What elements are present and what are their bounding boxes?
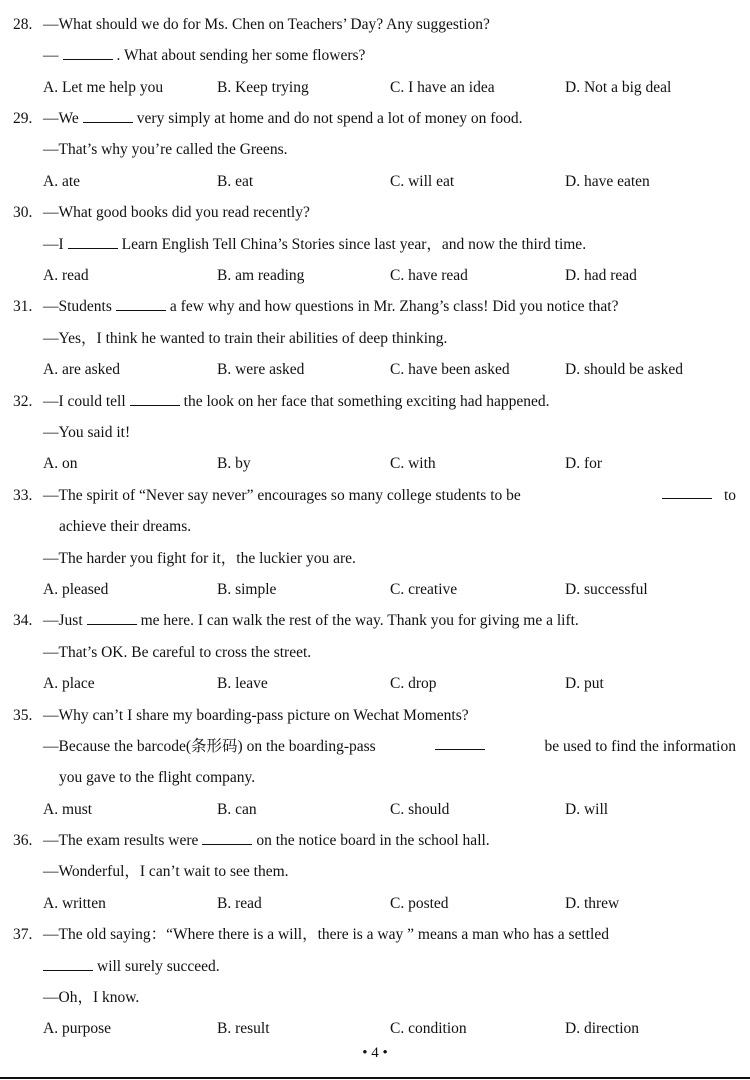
question-text: a few why and how questions in Mr. Zhang’s class! Did you notice that? [169,298,619,315]
question-35-line-3 [0,766,750,790]
question-28-line-2 [0,44,750,68]
question-37-line-1 [0,923,750,947]
question-37-line-2 [0,955,750,979]
option-d: D. put [565,675,604,692]
option-c: C. should [390,801,450,818]
option-c: C. condition [390,1020,467,1037]
question-32-options [0,452,750,476]
answer-blank [43,956,93,971]
question-33-options [0,578,750,602]
question-text: —Why can’t I share my boarding-pass picture on Wechat Moments? [43,707,469,724]
answer-blank [63,45,113,60]
option-c: C. have been asked [390,361,510,378]
option-d: D. Not a big deal [565,79,672,96]
question-number: 31. [13,298,33,315]
option-c: C. will eat [390,173,455,190]
question-number: 37. [13,926,33,943]
question-number: 33. [13,487,33,504]
question-text: —Yes，I think he wanted to train their abilities of deep thinking. [43,330,448,347]
question-number: 32. [13,393,33,410]
question-text: —The old saying：“Where there is a will，there is a way ” means a man who has a settled [43,926,609,943]
question-text: to [723,487,736,504]
option-b: B. Keep trying [217,79,309,96]
question-text: —Just [43,612,83,629]
question-36-options [0,892,750,916]
question-text: — [43,47,59,64]
question-31-line-1 [0,295,750,319]
question-37-options [0,1017,750,1041]
option-d: D. have eaten [565,173,650,190]
question-34-options [0,672,750,696]
question-31-options [0,358,750,382]
answer-blank [116,296,166,311]
option-d: D. successful [565,581,648,598]
option-b: B. eat [217,173,254,190]
page-number: • 4 • [362,1045,388,1061]
bottom-divider [0,1077,750,1079]
option-b: B. result [217,1020,270,1037]
option-b: B. by [217,455,251,472]
answer-blank [68,234,118,249]
option-a: A. on [43,455,78,472]
option-a: A. are asked [43,361,121,378]
answer-blank [435,735,485,750]
question-text: —The harder you fight for it，the luckier you are. [43,550,356,567]
question-33-line-3 [0,547,750,571]
question-text: me here. I can walk the rest of the way. Thank you for giving me a lift. [140,612,579,629]
question-text: will surely succeed. [97,958,220,975]
option-a: A. read [43,267,89,284]
question-32-line-1 [0,390,750,414]
question-text: on the notice board in the school hall. [256,832,490,849]
answer-blank [202,830,252,845]
question-text: —The spirit of “Never say never” encourages so many college students to be [43,487,521,504]
question-35-options [0,798,750,822]
question-28-options [0,76,750,100]
question-36-line-1 [0,829,750,853]
question-34-line-2 [0,641,750,665]
option-d: D. for [565,455,603,472]
answer-blank [130,391,180,406]
question-33-line-1 [0,484,750,508]
question-text: —You said it! [43,424,131,441]
question-text: —Students [43,298,112,315]
question-number: 29. [13,110,33,127]
question-29-options [0,170,750,194]
option-a: A. purpose [43,1020,112,1037]
option-d: D. direction [565,1020,640,1037]
question-28-line-1 [0,13,750,37]
option-a: A. must [43,801,93,818]
option-d: D. had read [565,267,637,284]
question-30-options [0,264,750,288]
question-35-line-1 [0,704,750,728]
question-number: 34. [13,612,33,629]
question-number: 30. [13,204,33,221]
answer-blank [87,610,137,625]
question-number: 28. [13,16,33,33]
option-d: D. should be asked [565,361,683,378]
option-b: B. were asked [217,361,305,378]
question-text: —The exam results were [43,832,199,849]
question-text: . What about sending her some flowers? [116,47,366,64]
question-text: very simply at home and do not spend a lot of money on food. [136,110,523,127]
option-c: C. with [390,455,436,472]
question-text: —We [43,110,79,127]
question-text: —What should we do for Ms. Chen on Teachers’ Day? Any suggestion? [43,16,490,33]
question-text: achieve their dreams. [59,518,192,535]
question-text: be used to find the information [544,738,736,755]
option-b: B. read [217,895,262,912]
question-text: —What good books did you read recently? [43,204,310,221]
question-30-line-1 [0,201,750,225]
question-text: —Because the barcode(条形码) on the boarding-pass [43,738,376,755]
option-a: A. Let me help you [43,79,164,96]
question-text: —Wonderful，I can’t wait to see them. [43,863,289,880]
question-37-line-3 [0,986,750,1010]
option-c: C. I have an idea [390,79,495,96]
option-a: A. written [43,895,106,912]
option-c: C. drop [390,675,437,692]
question-34-line-1 [0,609,750,633]
option-b: B. simple [217,581,277,598]
question-29-line-1 [0,107,750,131]
option-a: A. place [43,675,95,692]
question-text: —I could tell [43,393,126,410]
question-31-line-2 [0,327,750,351]
question-text: —I [43,236,64,253]
answer-blank [662,484,712,499]
option-d: D. will [565,801,609,818]
question-number: 36. [13,832,33,849]
question-text: —Oh，I know. [43,989,140,1006]
question-text: the look on her face that something exciting had happened. [183,393,550,410]
answer-blank [83,108,133,123]
question-29-line-2 [0,138,750,162]
option-b: B. am reading [217,267,305,284]
option-a: A. ate [43,173,81,190]
option-c: C. creative [390,581,458,598]
question-33-line-2 [0,515,750,539]
option-c: C. have read [390,267,468,284]
question-text: you gave to the flight company. [59,769,256,786]
question-30-line-2 [0,233,750,257]
option-d: D. threw [565,895,620,912]
question-text: —That’s OK. Be careful to cross the street. [43,644,312,661]
question-35-line-2 [0,735,750,759]
option-a: A. pleased [43,581,109,598]
question-32-line-2 [0,421,750,445]
option-b: B. can [217,801,257,818]
option-b: B. leave [217,675,268,692]
question-text: Learn English Tell China’s Stories since last year，and now the third time. [121,236,587,253]
question-number: 35. [13,707,33,724]
question-36-line-2 [0,860,750,884]
question-text: —That’s why you’re called the Greens. [43,141,288,158]
option-c: C. posted [390,895,449,912]
